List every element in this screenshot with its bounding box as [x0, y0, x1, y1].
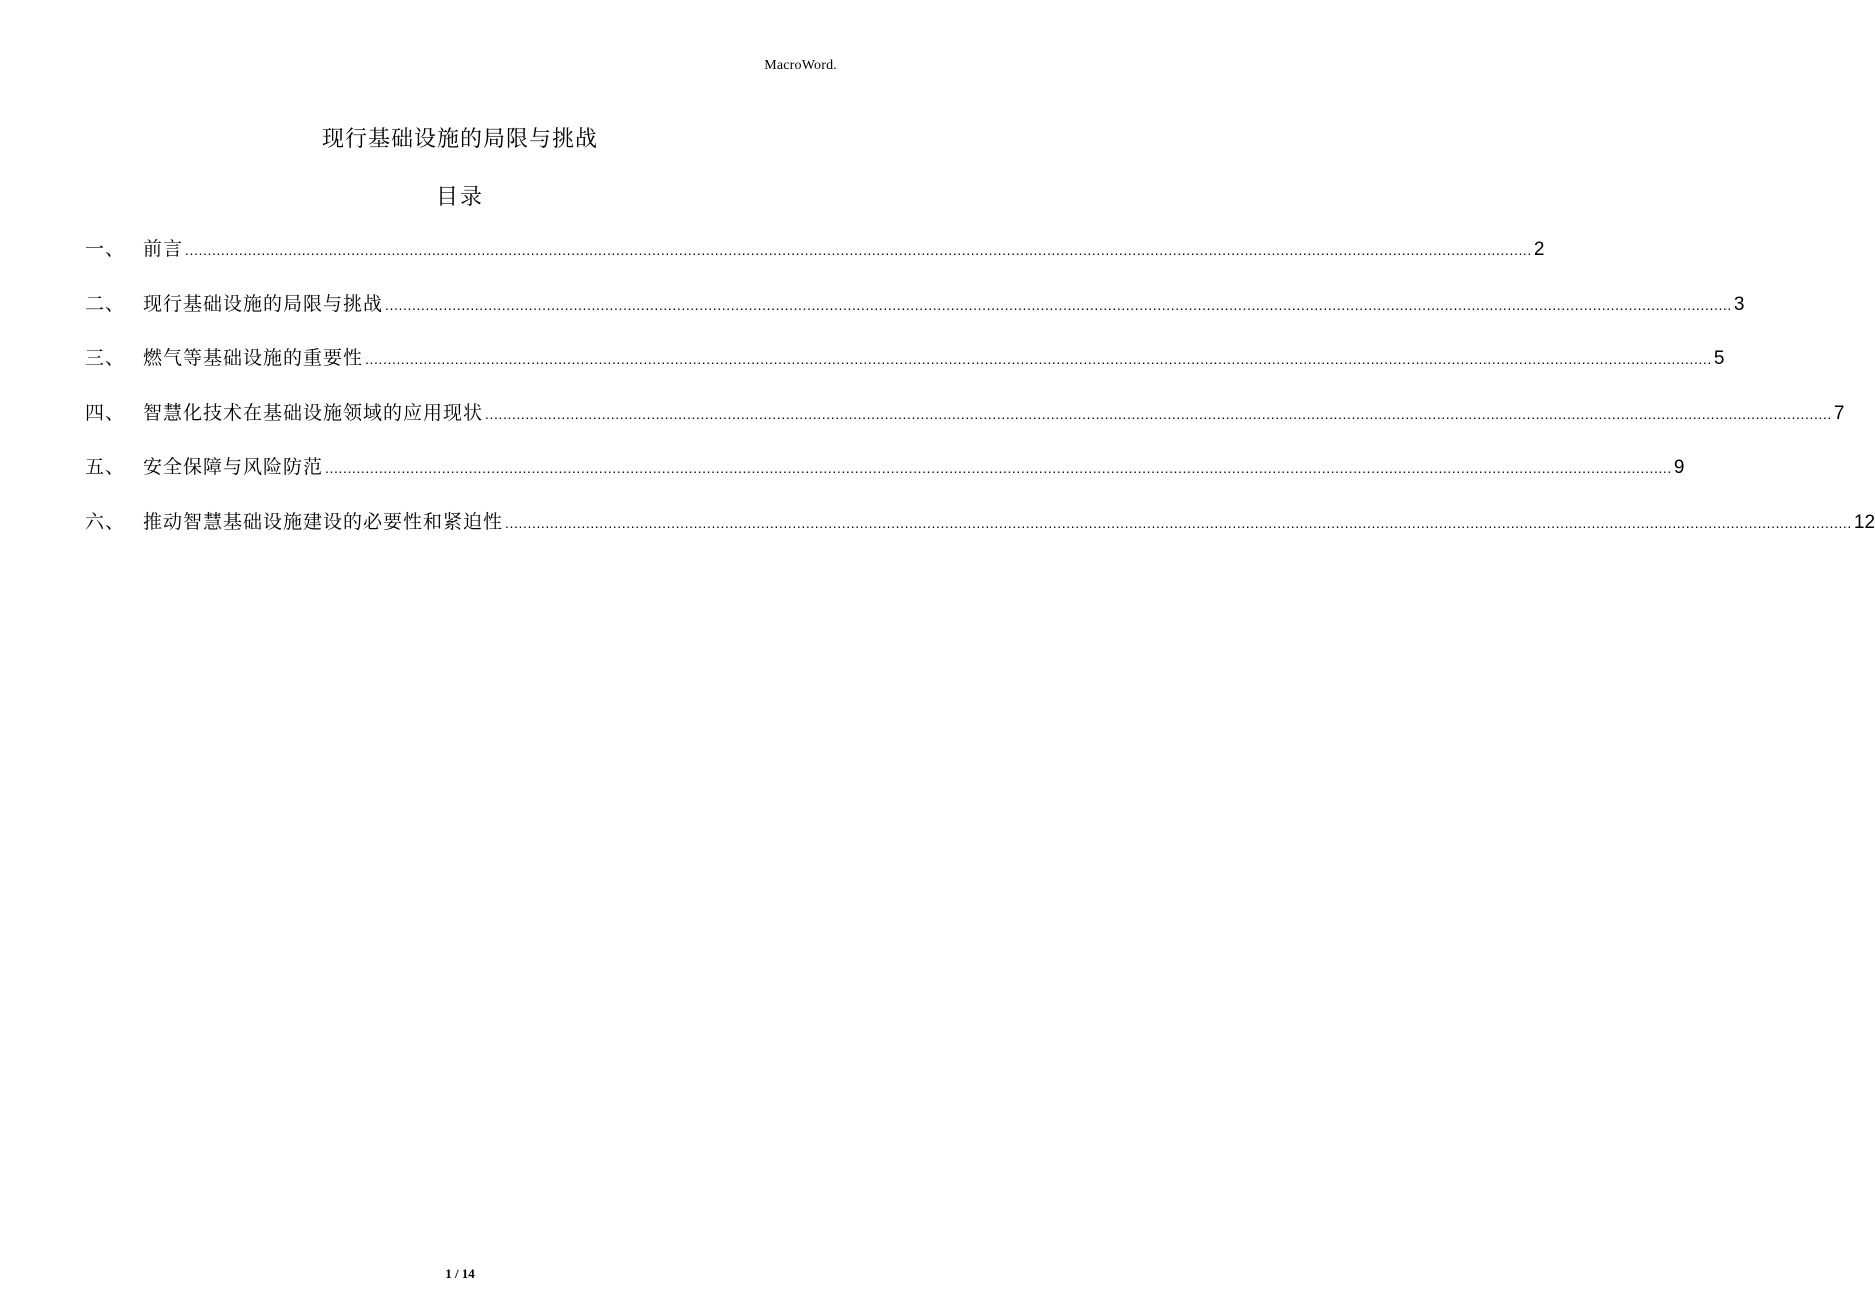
toc-entry-page: 7: [1833, 402, 1845, 424]
toc-entry-page: 5: [1713, 348, 1725, 370]
toc-entry-title: 燃气等基础设施的重要性: [143, 347, 364, 370]
toc-entry-page: 9: [1673, 457, 1685, 479]
header-brand: MacroWord.: [764, 58, 837, 73]
toc-entry-6[interactable]: [85, 507, 1875, 562]
toc-entry-number: 四、: [85, 401, 126, 424]
toc-entry-title: 前言: [143, 238, 184, 260]
toc-entry-title: 智慧化技术在基础设施领域的应用现状: [143, 401, 484, 424]
toc-dot-leader: ............................................................................................................................................................................................................................................................................................................: [365, 351, 1712, 368]
toc-entry-4[interactable]: [85, 398, 1845, 453]
toc-entry-number: 二、: [85, 292, 126, 315]
toc-entry-title: 现行基础设施的局限与挑战: [143, 292, 384, 315]
toc-entry-title: 安全保障与风险防范: [143, 456, 324, 479]
toc-dot-leader: ............................................................................................................................................................................................................................................................................................................: [485, 405, 1832, 422]
toc-entry-number: 六、: [85, 510, 126, 533]
toc-entry-1[interactable]: [85, 234, 1545, 289]
page-indicator: 1 / 14: [445, 1266, 475, 1281]
document-title: 现行基础设施的局限与挑战: [321, 127, 598, 152]
toc-entry-3[interactable]: [85, 343, 1725, 398]
toc-entry-page: 2: [1533, 239, 1545, 260]
toc-entry-number: 五、: [85, 456, 126, 479]
toc-dot-leader: ............................................................................................................................................................................................................................................................................................................: [185, 242, 1532, 258]
toc-dot-leader: ............................................................................................................................................................................................................................................................................................................: [325, 460, 1672, 477]
toc-entry-5[interactable]: [85, 452, 1685, 507]
table-of-contents: [85, 234, 1875, 562]
toc-entry-number: 一、: [85, 238, 126, 260]
toc-dot-leader: ............................................................................................................................................................................................................................................................................................................: [505, 514, 1852, 531]
toc-dot-leader: ............................................................................................................................................................................................................................................................................................................: [385, 296, 1732, 313]
toc-entry-2[interactable]: [85, 289, 1745, 344]
toc-heading: 目录: [435, 185, 484, 210]
toc-entry-title: 推动智慧基础设施建设的必要性和紧迫性: [143, 510, 504, 533]
toc-entry-page: 12: [1853, 511, 1875, 533]
toc-entry-page: 3: [1733, 293, 1745, 315]
toc-entry-number: 三、: [85, 347, 126, 370]
